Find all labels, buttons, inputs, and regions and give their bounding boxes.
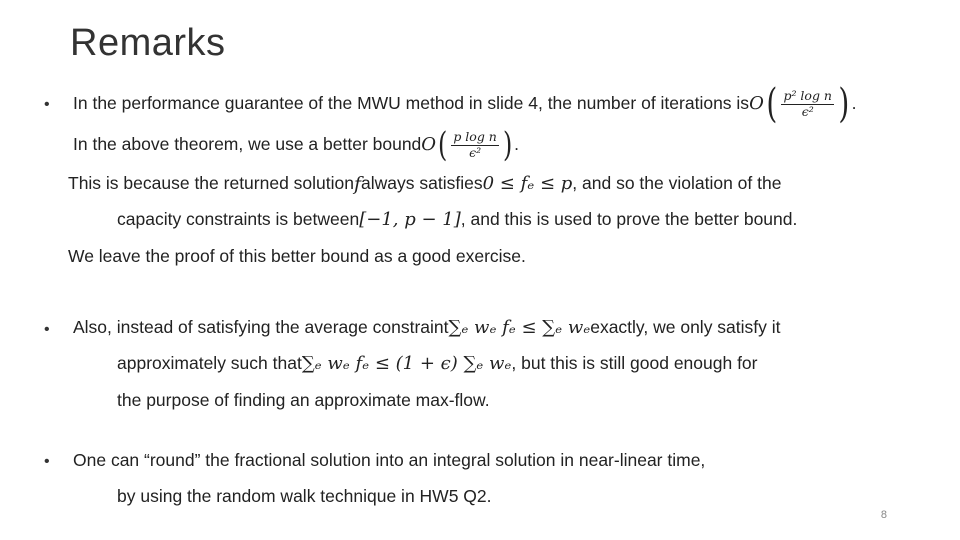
slide-title: Remarks: [70, 22, 226, 64]
bullet-2-line-3: [117, 391, 490, 411]
left-paren: (: [438, 125, 448, 165]
bullet-1-line-2-text: In the above theorem, we use a better bound: [73, 134, 422, 155]
bullet-1-line-4-text-b: , and this is used to prove the better bound.: [460, 209, 798, 230]
big-o-symbol: O: [421, 134, 437, 155]
bullet-3-line-1: [73, 451, 705, 471]
sentence-period: .: [514, 134, 519, 155]
bullet-2-line-1: [73, 318, 781, 338]
bullet-2-line-3-text: the purpose of finding an approximate max-flow.: [117, 390, 490, 411]
bullet-1-line-1: [73, 81, 857, 127]
bullet-2-glyph: •: [44, 321, 50, 338]
bullet-3-line-1-text: One can “round” the fractional solution into an integral solution in near-linear time,: [73, 450, 706, 471]
solution-f: f: [354, 172, 362, 195]
average-constraint-math: ∑ₑ wₑ fₑ ≤ ∑ₑ wₑ: [448, 317, 591, 338]
bullet-1-line-3: [68, 174, 781, 194]
bullet-2-line-1-text-a: Also, instead of satisfying the average constraint: [73, 317, 449, 338]
bullet-1-line-5: [68, 247, 526, 267]
fraction-denominator: ϵ²: [801, 103, 814, 119]
bullet-2-line-2-text-b: , but this is still good enough for: [511, 353, 758, 374]
right-paren: ): [502, 125, 513, 165]
right-paren: ): [838, 81, 850, 127]
fraction-numerator: p log n: [453, 129, 497, 144]
iterations-fraction: [781, 90, 834, 118]
bullet-2-line-2-text-a: approximately such that: [117, 353, 302, 374]
violation-interval-math: [−1, p − 1]: [359, 209, 461, 230]
bullet-1-line-1-text: In the performance guarantee of the MWU method in slide 4, the number of iterations is: [73, 93, 750, 114]
better-bound-fraction: [451, 131, 499, 159]
bullet-3-glyph: •: [44, 453, 50, 470]
bullet-1-line-5-text: We leave the proof of this better bound as a good exercise.: [68, 246, 526, 267]
flow-bound-math: 0 ≤ fₑ ≤ p: [482, 173, 573, 194]
bullet-2-line-1-text-b: exactly, we only satisfy it: [590, 317, 781, 338]
bullet-1-line-3-text-a: This is because the returned solution: [68, 173, 354, 194]
fraction-numerator: p² log n: [783, 88, 832, 103]
bullet-1-line-4: [117, 210, 797, 230]
page-number: 8: [880, 509, 887, 521]
big-o-symbol: O: [749, 93, 764, 114]
bullet-1-line-4-text-a: capacity constraints is between: [117, 209, 360, 230]
fraction-denominator: ϵ²: [469, 144, 482, 160]
bullet-2-line-2: [117, 354, 758, 374]
bullet-3-line-2-text: by using the random walk technique in HW5 Q2.: [117, 486, 492, 507]
left-paren: (: [766, 81, 778, 127]
bullet-3-line-2: [117, 487, 492, 507]
sentence-period: .: [851, 93, 857, 114]
bullet-1-glyph: •: [44, 96, 50, 113]
approx-constraint-math: ∑ₑ wₑ fₑ ≤ (1 + ϵ) ∑ₑ wₑ: [301, 353, 512, 374]
bullet-1-line-2: [73, 127, 519, 163]
bullet-1-line-3-text-c: , and so the violation of the: [572, 173, 782, 194]
bullet-1-line-3-text-b: always satisfies: [361, 173, 483, 194]
